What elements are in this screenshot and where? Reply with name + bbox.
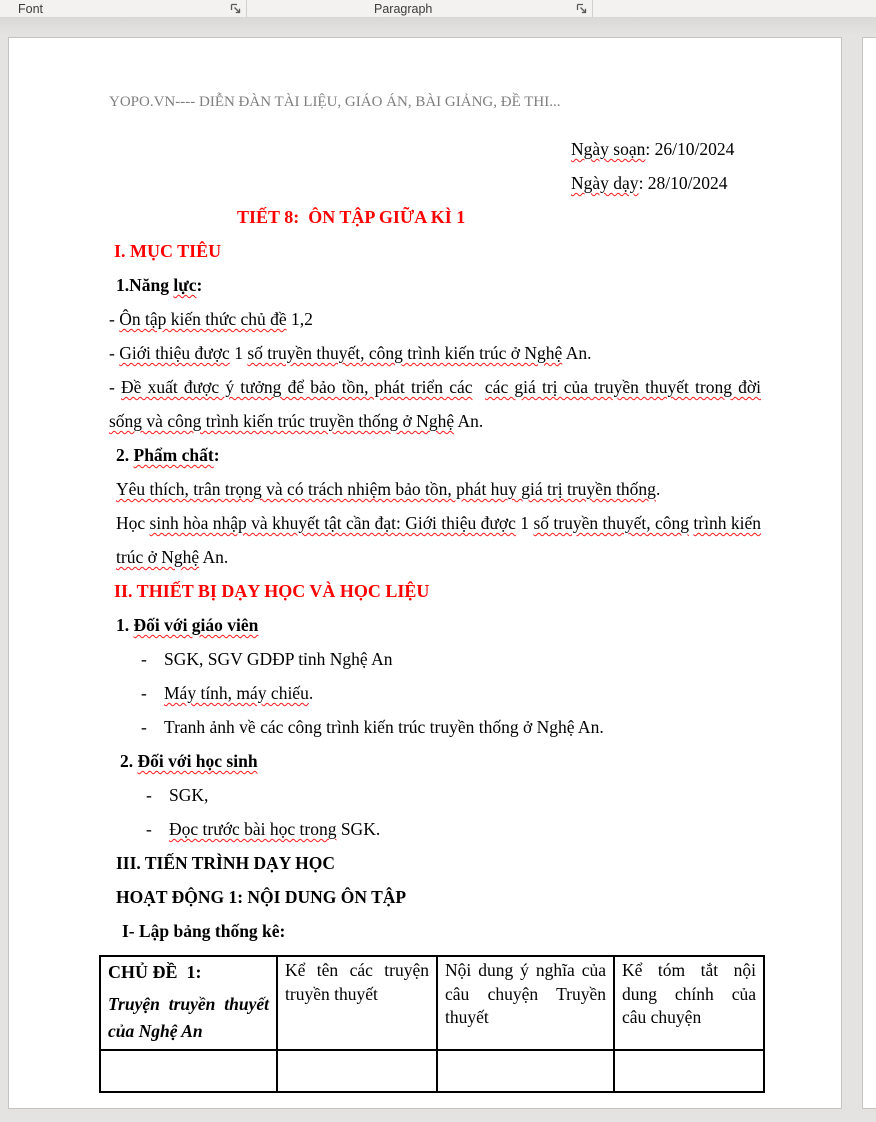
header-note: [109, 85, 761, 119]
text-run: 1: [229, 343, 248, 363]
body-paragraph: [109, 506, 761, 574]
text-run: : 26/10/2024: [645, 139, 735, 159]
text-run: I- Lập bảng thống kê:: [122, 921, 286, 941]
misspelled-text: sinh hòa nhập và khuyết tật cần đạt: Giới thiệu được: [149, 513, 516, 533]
dialog-launcher-icon: [575, 3, 588, 18]
empty-cell[interactable]: [277, 1050, 437, 1092]
body-paragraph: [109, 370, 761, 438]
text-run: 1: [515, 513, 534, 533]
text-run: YOPO.VN---- DIỄN ĐÀN TÀI LIỆU, GIÁO ÁN, BÀI GIẢNG, ĐỀ THI...: [109, 94, 561, 110]
text-run: .: [308, 683, 314, 703]
misspelled-text: số truyền thuyết, công trình kiến trúc ở Nghệ: [247, 343, 563, 363]
text-run: TIẾT 8: ÔN TẬP GIỮA KÌ 1: [237, 207, 466, 227]
paragraph-group-label: Paragraph: [374, 2, 433, 16]
list-item: [109, 778, 761, 812]
misspelled-text: Đối với giáo viên: [133, 615, 259, 635]
text-run: [473, 377, 485, 397]
section-iii-heading: [109, 846, 761, 880]
misspelled-text: các giá trị của truyền thuyết trong đời sống và công trình kiến trúc truyền thống ở Nghệ: [109, 377, 761, 431]
misspelled-text: Yêu thích, trân trọng và có trách nhiệm bảo tồn, phát huy giá trị truyền thống: [116, 479, 656, 499]
font-dialog-launcher-button[interactable]: [228, 2, 242, 16]
misspelled-text: Giới thiệu được: [119, 343, 230, 363]
text-run: An.: [562, 343, 592, 363]
table-header-row: [100, 956, 764, 1050]
text-run: 2.: [116, 445, 134, 465]
table-cell-ke-ten[interactable]: Kể tên các truyện truyền thuyết: [277, 956, 437, 1050]
date-soan: [109, 132, 761, 166]
body-paragraph: [109, 302, 761, 336]
table-empty-row: [100, 1050, 764, 1092]
chu-de-subtitle: Truyện truyền thuyết của Nghệ An: [108, 994, 269, 1041]
document-body[interactable]: [9, 38, 841, 1108]
bullet-dash: -: [141, 683, 147, 703]
text-run: Học: [116, 513, 150, 533]
bullet-dash: -: [141, 717, 147, 737]
ribbon-strip: [0, 0, 876, 18]
font-group-label: Font: [18, 2, 44, 16]
text-run: : 28/10/2024: [638, 173, 728, 193]
misspelled-text: Đọc trước bài học trong: [169, 819, 337, 839]
text-run: 1,2: [286, 309, 313, 329]
misspelled-text: Ngày dạy: [571, 173, 639, 193]
text-run: An.: [199, 547, 229, 567]
text-run: -: [109, 343, 120, 363]
misspelled-text: trình kiến trúc ở Nghệ: [116, 513, 761, 567]
text-run: II. THIẾT BỊ DẠY HỌC VÀ HỌC LIỆU: [114, 581, 430, 601]
ribbon-separator: [246, 0, 247, 17]
text-run: 1.Năng: [116, 275, 174, 295]
paragraph-dialog-launcher-button[interactable]: [574, 2, 588, 16]
bullet-dash: -: [146, 819, 152, 839]
text-run: III. TIẾN TRÌNH DẠY HỌC: [116, 853, 335, 873]
text-run: Tranh ảnh về các công trình kiến trúc truyền thống ở Nghệ An.: [164, 717, 604, 737]
empty-cell[interactable]: [614, 1050, 764, 1092]
table-cell-tom-tat[interactable]: Kể tóm tắt nội dung chính của câu chuyện: [614, 956, 764, 1050]
text-run: :: [196, 275, 203, 295]
dialog-launcher-icon: [229, 3, 242, 18]
text-run: SGK.: [336, 819, 381, 839]
body-paragraph: [109, 472, 761, 506]
nang-luc-heading: [109, 268, 761, 302]
bullet-dash: -: [146, 785, 152, 805]
doi-voi-hoc-sinh-heading: [109, 744, 761, 778]
misspelled-text: lực: [173, 275, 197, 295]
activity-heading: [109, 880, 761, 914]
text-run: -: [109, 309, 120, 329]
doi-voi-giao-vien-heading: [109, 608, 761, 642]
text-run: 2.: [120, 751, 138, 771]
ribbon-shadow: [0, 18, 876, 36]
text-run: :: [213, 445, 220, 465]
list-item: [109, 812, 761, 846]
misspelled-text: Đối với học sinh: [137, 751, 258, 771]
section-ii-heading: [109, 574, 761, 608]
next-page-edge[interactable]: [862, 37, 876, 1109]
text-run: SGK, SGV GDĐP tỉnh Nghệ An: [164, 649, 393, 669]
document-page[interactable]: [8, 37, 842, 1109]
content-table: [99, 955, 765, 1093]
empty-cell[interactable]: [437, 1050, 614, 1092]
pham-chat-heading: [109, 438, 761, 472]
date-day: [109, 166, 761, 200]
misspelled-text: Ngày soạn: [571, 139, 646, 159]
misspelled-text: Máy tính, máy chiếu: [164, 683, 309, 703]
chu-de-title: CHỦ ĐỀ 1:: [108, 962, 202, 982]
lesson-title: [109, 200, 761, 234]
empty-cell[interactable]: [100, 1050, 277, 1092]
table-caption: [109, 914, 761, 948]
text-run: 1.: [116, 615, 134, 635]
list-item: [109, 676, 761, 710]
bullet-dash: -: [141, 649, 147, 669]
text-run: SGK,: [169, 785, 209, 805]
text-run: .: [655, 479, 661, 499]
table-cell-chu-de[interactable]: [100, 956, 277, 1050]
list-item: [109, 642, 761, 676]
misspelled-text: Ôn tập kiến thức chủ đề: [119, 309, 287, 329]
list-item: [109, 710, 761, 744]
misspelled-text: Phẩm chất: [133, 445, 214, 465]
text-run: HOẠT ĐỘNG 1: NỘI DUNG ÔN TẬP: [116, 887, 407, 907]
text-run: I. MỤC TIÊU: [114, 241, 222, 261]
body-paragraph: [109, 336, 761, 370]
ribbon-separator: [592, 0, 593, 17]
misspelled-text: Đề xuất được ý tưởng để bảo tồn, phát triển các: [121, 377, 473, 397]
table-cell-noi-dung[interactable]: Nội dung ý nghĩa của câu chuyện Truyền thuyết: [437, 956, 614, 1050]
misspelled-text: số truyền thuyết, công: [533, 513, 690, 533]
text-run: An.: [454, 411, 484, 431]
section-i-heading: [109, 234, 761, 268]
text-run: -: [109, 377, 122, 397]
